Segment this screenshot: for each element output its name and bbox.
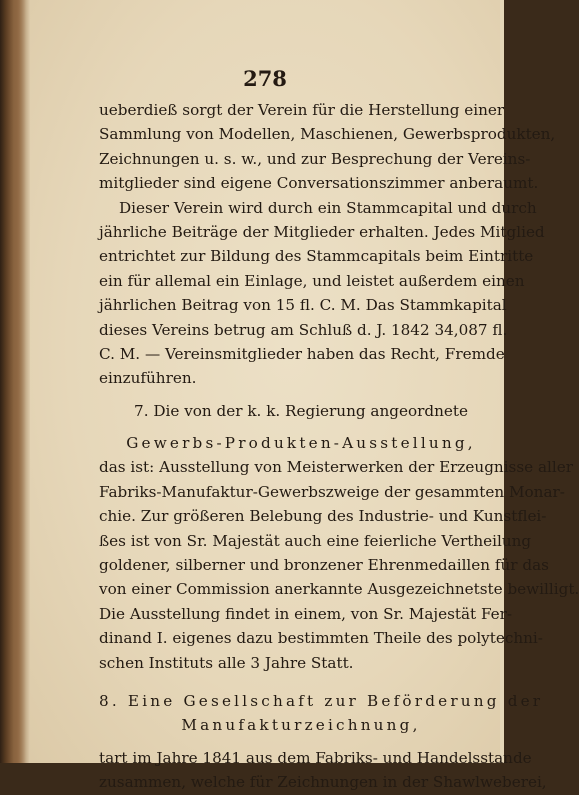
text-line: chie. Zur größeren Belebung des Industrie- und Kunstflei- xyxy=(99,507,547,526)
text-line: ueberdieß sorgt der Verein für die Herstellung einer xyxy=(99,101,505,119)
text-line: ßes ist von Sr. Majestät auch eine feierliche Vertheilung xyxy=(99,531,532,550)
paragraph xyxy=(99,98,556,196)
text-line: Dieser Verein wird durch ein Stammcapital und durch xyxy=(119,198,537,217)
text-line: mitglieder sind eigene Conversationszimmer anberaumt. xyxy=(99,174,539,193)
text-line: das ist: Ausstellung von Meisterwerken der Erzeugnisse aller xyxy=(99,458,573,477)
text-line: C. M. — Vereinsmitglieder haben das Recht, Fremde xyxy=(99,344,505,363)
book-spine xyxy=(0,0,30,763)
section-heading: 8. Eine Gesellschaft zur Beförderung der xyxy=(99,691,544,710)
section-subheading: Manufakturzeichnung, xyxy=(181,716,421,735)
paragraph xyxy=(99,196,545,391)
text-line: Sammlung von Modellen, Maschienen, Gewerbsprodukten, xyxy=(99,125,556,144)
text-line: Zeichnungen u. s. w., und zur Besprechung der Vereins- xyxy=(99,149,531,168)
page-number: 278 xyxy=(243,66,287,91)
spacer xyxy=(99,391,503,399)
text-line: schen Instituts alle 3 Jahre Statt. xyxy=(99,653,354,672)
text-line: jährliche Beiträge der Mitglieder erhalten. Jedes Mitglied xyxy=(99,222,545,241)
text-line: von einer Commission anerkannte Ausgezeichnetste bewilligt. xyxy=(99,580,579,599)
text-line: zusammen, welche für Zeichnungen in der Shawlweberei, xyxy=(99,773,547,792)
section-7 xyxy=(99,399,579,675)
text-line: ein für allemal ein Einlage, und leistet außerdem einen xyxy=(99,271,525,290)
text-line: tart im Jahre 1841 aus dem Fabriks- und Handelsstande xyxy=(99,748,532,767)
page xyxy=(30,0,579,792)
section-8 xyxy=(99,689,547,795)
page-text xyxy=(99,98,579,795)
text-line: goldener, silberner und bronzener Ehrenmedaillen für das xyxy=(99,556,549,575)
spacer xyxy=(99,423,503,431)
text-line: Die Ausstellung findet in einem, von Sr. Majestät Fer- xyxy=(99,604,513,623)
text-line: Fabriks-Manufaktur-Gewerbszweige der gesammten Monar- xyxy=(99,482,565,501)
text-line: jährlichen Beitrag von 15 fl. C. M. Das Stammkapital xyxy=(99,296,507,315)
text-line: dinand I. eigenes dazu bestimmten Theile des polytechni- xyxy=(99,629,543,648)
text-line: entrichtet zur Bildung des Stammcapitals beim Eintritte xyxy=(99,247,534,266)
spacer xyxy=(99,738,503,746)
section-heading: 7. Die von der k. k. Regierung angeordnete xyxy=(134,401,468,420)
text-line: dieses Vereins betrug am Schluß d. J. 1842 34,087 fl. xyxy=(99,320,508,339)
spacer xyxy=(99,675,503,689)
text-line: einzuführen. xyxy=(99,369,197,388)
section-subheading: Gewerbs-Produkten-Ausstellung, xyxy=(126,434,476,453)
